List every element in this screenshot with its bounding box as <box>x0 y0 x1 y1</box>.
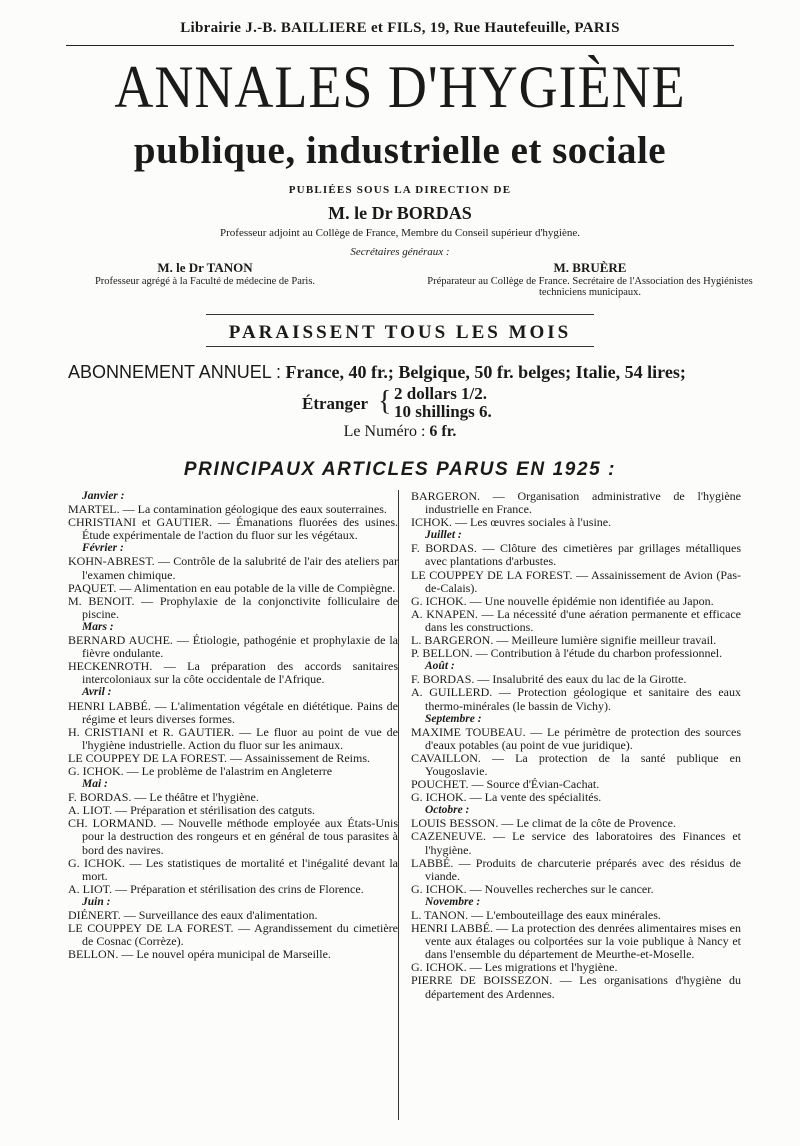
article-entry: F. BORDAS. — Le théâtre et l'hygiène. <box>68 790 259 805</box>
month-heading: Août : <box>425 660 455 673</box>
article-entry: ICHOK. — Les œuvres sociales à l'usine. <box>411 515 612 530</box>
month-heading: Janvier : <box>82 490 125 502</box>
articles-column-left <box>68 490 398 961</box>
article-entry: MARTEL. — La contamination géologique des eaux souterraines. <box>68 502 387 517</box>
article-entry: A. GUILLERD. — Protection géologique et sanitaire des eaux thermo-minérales (le bassin de Vichy). <box>411 685 741 713</box>
issue-price <box>0 423 800 441</box>
month-heading: Juillet : <box>425 529 462 542</box>
article-entry: A. LIOT. — Préparation et stérilisation des catguts. <box>68 803 316 818</box>
article-entry: A. LIOT. — Préparation et stérilisation des crins de Florence. <box>68 881 364 896</box>
article-entry: PIERRE DE BOISSEZON. — Les organisations d'hygiène du département des Ardennes. <box>411 973 741 1001</box>
article-entry: KOHN-ABREST. — Contrôle de la salubrité de l'air des ateliers par l'examen chimique. <box>68 554 398 582</box>
article-entry: A. KNAPEN. — La nécessité d'une aération permanente et efficace dans les constructions. <box>411 606 741 634</box>
article-entry: F. BORDAS. — Clôture des cimetières par grillages métalliques avec plantations d'arbustes. <box>411 541 741 569</box>
header-rule <box>66 45 734 46</box>
article-entry: F. BORDAS. — Insalubrité des eaux du lac de la Girotte. <box>411 672 687 687</box>
month-heading: Mars : <box>82 620 114 633</box>
article-entry: CHRISTIANI et GAUTIER. — Émanations fluorées des usines. Étude expérimentale de l'action du fluor sur les végétaux. <box>68 515 398 543</box>
article-entry: G. ICHOK. — Nouvelles recherches sur le cancer. <box>411 881 654 896</box>
monthly-rule-bottom <box>206 346 594 347</box>
secretary-left-name: M. le Dr TANON <box>157 260 253 275</box>
column-divider <box>398 490 399 1120</box>
secretary-right-desc: Préparateur au Collège de France. Secrétaire de l'Association des Hygiénistes techniciens municipaux. <box>427 276 753 298</box>
secretary-right-name: M. BRUÈRE <box>553 260 627 275</box>
director-role: Professeur adjoint au Collège de France, Membre du Conseil supérieur d'hygiène. <box>220 227 580 239</box>
foreign-label: Étranger <box>302 394 369 413</box>
month-heading: Mai : <box>82 778 108 791</box>
foreign-price-shillings: 10 shillings 6. <box>394 402 492 421</box>
month-heading: Avril : <box>82 686 112 699</box>
month-heading: Février : <box>82 542 124 555</box>
articles-column-right <box>411 490 741 1001</box>
article-entry: G. ICHOK. — Les statistiques de mortalité et l'inégalité devant la mort. <box>68 855 398 883</box>
published-by: PUBLIÉES SOUS LA DIRECTION DE <box>288 184 512 196</box>
month-heading: Octobre : <box>425 804 470 817</box>
article-entry: G. ICHOK. — Les migrations et l'hygiène. <box>411 960 618 975</box>
publisher-line: Librairie J.-B. BAILLIERE et FILS, 19, Rue Hautefeuille, PARIS <box>180 20 620 36</box>
journal-title: ANNALES D'HYGIÈNE <box>114 53 686 121</box>
article-entry: DIÉNERT. — Surveillance des eaux d'alimentation. <box>68 908 318 922</box>
article-entry: PAQUET. — Alimentation en eau potable de la ville de Compiègne. <box>68 580 396 595</box>
article-entry: MAXIME TOUBEAU. — Le périmètre de protection des sources d'eaux potables (au point de vue juridique). <box>411 724 741 752</box>
monthly-notice: PARAISSENT TOUS LES MOIS <box>228 322 572 343</box>
article-entry: L. TANON. — L'embouteillage des eaux minérales. <box>411 908 661 922</box>
articles-heading: PRINCIPAUX ARTICLES PARUS EN 1925 : <box>183 459 617 480</box>
article-entry: BERNARD AUCHE. — Étiologie, pathogénie et prophylaxie de la fièvre ondulante. <box>68 633 398 661</box>
article-entry: G. ICHOK. — La vente des spécialités. <box>411 790 602 805</box>
article-entry: CAZENEUVE. — Le service des laboratoires des Finances et l'hygiène. <box>411 829 741 857</box>
subscription-line <box>68 362 686 383</box>
secretary-left <box>90 260 320 287</box>
article-entry: L. BARGERON. — Meilleure lumière signifie meilleur travail. <box>411 633 717 648</box>
article-entry: HECKENROTH. — La préparation des accords sanitaires intercoloniaux sur la côte occidentale de l'Afrique. <box>68 659 398 687</box>
article-entry: H. CRISTIANI et R. GAUTIER. — Le fluor au point de vue de l'hygiène industrielle. Action du fluor sur les animaux. <box>68 724 398 752</box>
secretary-left-desc: Professeur agrégé à la Faculté de médecine de Paris. <box>94 276 316 287</box>
article-entry: LOUIS BESSON. — Le climat de la côte de Provence. <box>411 816 676 831</box>
article-entry: LE COUPPEY DE LA FOREST. — Assainissement de Reims. <box>68 750 371 765</box>
secretary-right <box>420 260 760 298</box>
article-entry: POUCHET. — Source d'Évian-Cachat. <box>411 777 600 792</box>
subscription-prices: France, 40 fr.; Belgique, 50 fr. belges; Italie, 54 lires; <box>285 362 686 382</box>
article-entry: M. BENOIT. — Prophylaxie de la conjonctivite folliculaire de piscine. <box>68 593 398 621</box>
issue-price-value: 6 fr. <box>429 423 457 440</box>
issue-label: Le Numéro : <box>343 423 426 440</box>
article-entry: LABBÉ. — Produits de charcuterie préparés avec des résidus de viande. <box>411 855 741 883</box>
monthly-rule-top <box>206 314 594 315</box>
article-entry: CH. LORMAND. — Nouvelle méthode employée aux États-Unis pour la destruction des rongeurs et en général de tous parasites à bord des navires. <box>68 816 398 857</box>
secretaries-label: Secrétaires généraux : <box>350 246 450 258</box>
foreign-price-dollars: 2 dollars 1/2. <box>394 384 488 403</box>
article-entry: HENRI LABBÉ. — La protection des denrées alimentaires mises en vente aux étalages ou colportées sur la voie publique à Nancy et dans l'ensemble du département de Meurthe-et-Moselle. <box>411 921 741 962</box>
journal-subtitle: publique, industrielle et sociale <box>133 129 667 172</box>
article-entry: P. BELLON. — Contribution à l'étude du charbon professionnel. <box>411 646 723 661</box>
article-entry: LE COUPPEY DE LA FOREST. — Assainissement de Avion (Pas-de-Calais). <box>411 567 741 595</box>
article-entry: HENRI LABBÉ. — L'alimentation végétale en diététique. Pains de régime et leurs diverses formes. <box>68 698 398 726</box>
article-entry: G. ICHOK. — Une nouvelle épidémie non identifiée au Japon. <box>411 593 714 608</box>
brace-icon: { <box>378 386 392 417</box>
article-entry: CAVAILLON. — La protection de la santé publique en Yougoslavie. <box>411 750 741 778</box>
article-entry: BELLON. — Le nouvel opéra municipal de Marseille. <box>68 947 331 962</box>
article-entry: LE COUPPEY DE LA FOREST. — Agrandissement du cimetière de Cosnac (Corrèze). <box>68 921 398 949</box>
month-heading: Septembre : <box>425 712 482 725</box>
article-entry: BARGERON. — Organisation administrative de l'hygiène industrielle en France. <box>411 489 741 517</box>
month-heading: Juin : <box>82 895 111 908</box>
director-name: M. le Dr BORDAS <box>328 203 472 223</box>
subscription-label: ABONNEMENT ANNUEL : <box>68 362 282 382</box>
month-heading: Novembre : <box>425 895 481 908</box>
article-entry: G. ICHOK. — Le problème de l'alastrim en Angleterre <box>68 763 333 778</box>
